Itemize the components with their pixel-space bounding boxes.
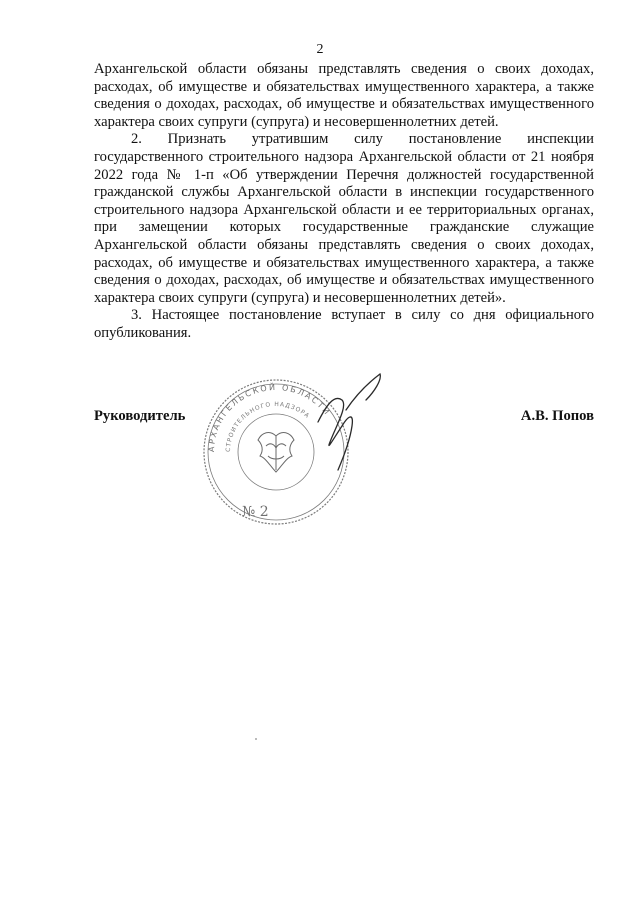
paragraph-item-2: 2. Признать утратившим силу постановление инспекции государственного строительного надзора Архангельской области от 21 ноября 2022 года № 1-п «Об утверждении Перечня должностей государственной гражданской службы Архангельской области в инспекции государственного строительного надзора Архангельской области и ее территориальных органах, при замещении которых государственные гражданские служащие Архангельской области обязаны представлять сведения о своих доходах, расходах, об имуществе и обязательствах имущественного характера, а также сведения о доходах, расходах, об имуществе и обязательствах имущественного характера своих супруги (супруга) и несовершеннолетних детей».	[94, 131, 594, 306]
handwritten-signature	[318, 374, 380, 470]
coat-of-arms-icon	[258, 433, 294, 472]
scan-speck	[255, 738, 257, 740]
signatory-title: Руководитель	[94, 408, 186, 424]
official-seal-stamp	[196, 370, 396, 540]
seal-outer-text: АРХАНГЕЛЬСКОЙ ОБЛАСТИ	[206, 382, 333, 453]
paragraph-item-3: 3. Настоящее постановление вступает в силу со дня официального опубликования.	[94, 307, 594, 341]
document-body	[94, 61, 594, 343]
seal-number-text: № 2	[242, 504, 269, 520]
page-number: 2	[316, 42, 324, 57]
seal-inner-text: СТРОИТЕЛЬНОГО НАДЗОРА	[224, 400, 311, 453]
paragraph-continuation: Архангельской области обязаны представлять сведения о своих доходах, расходах, об имуществе и обязательствах имущественного характера, а также сведения о доходах, расходах, об имуществе и обязательствах имущественного характера своих супруги (супруга) и несовершеннолетних детей.	[94, 61, 594, 130]
signatory-name: А.В. Попов	[520, 408, 594, 424]
